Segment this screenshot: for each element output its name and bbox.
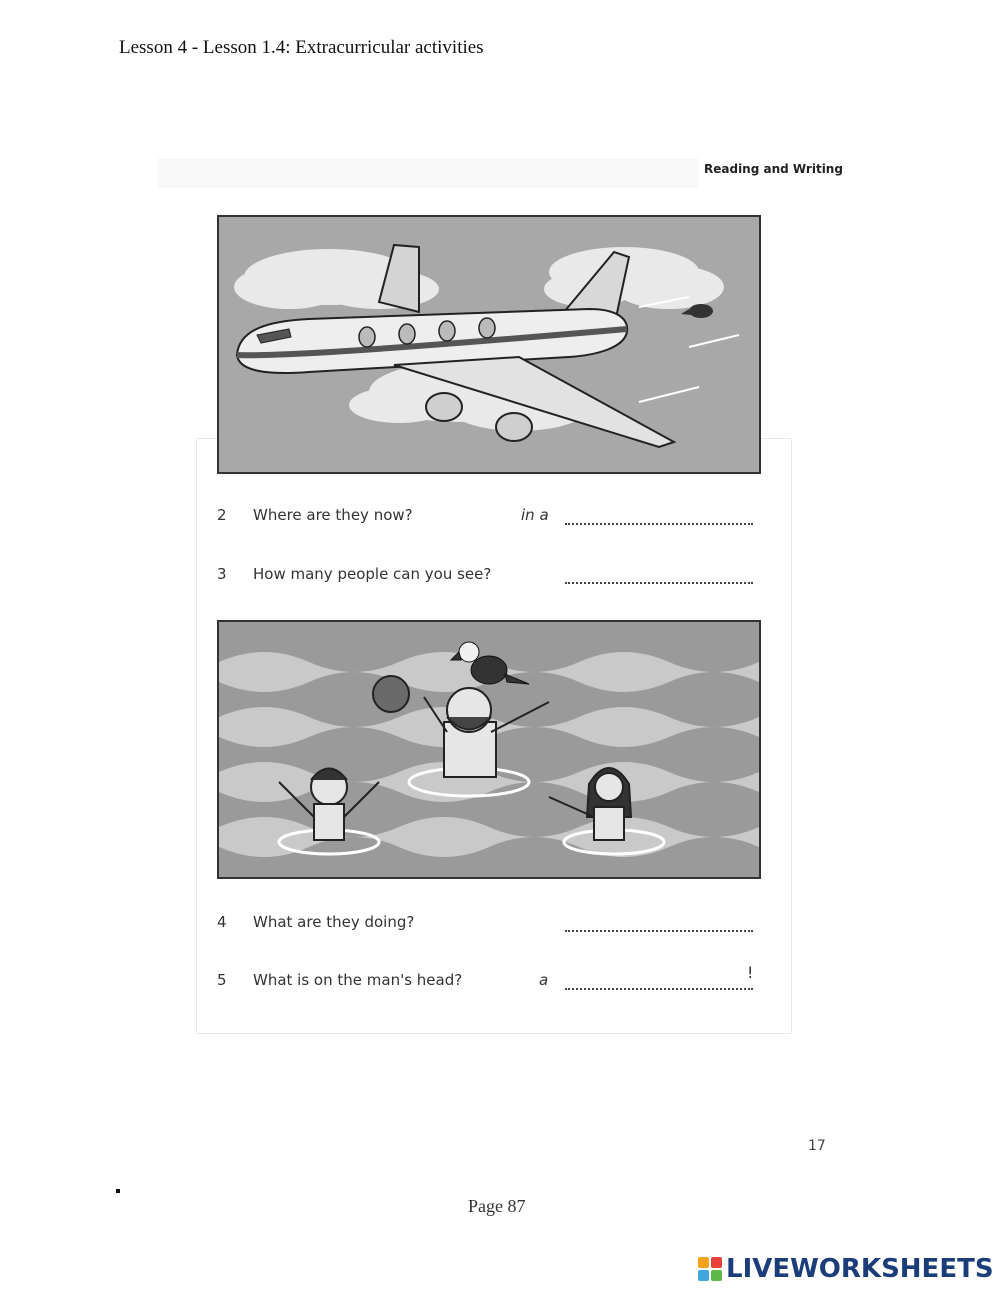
document-title: Lesson 4 - Lesson 1.4: Extracurricular activities (119, 37, 484, 58)
logo-square (711, 1257, 722, 1268)
airplane-illustration (219, 217, 759, 472)
answer-field[interactable] (565, 930, 753, 932)
question-5 (217, 963, 757, 1001)
book-page-number: 17 (808, 1138, 826, 1154)
question-number: 3 (217, 565, 227, 583)
answer-prefix: a (539, 971, 549, 989)
question-2 (217, 506, 757, 536)
question-4 (217, 913, 757, 943)
question-text: Where are they now? (253, 506, 413, 524)
ball-icon (373, 676, 409, 712)
answer-field[interactable] (565, 988, 753, 990)
airplane-picture (217, 215, 761, 474)
swimming-illustration (219, 622, 759, 877)
question-text: What are they doing? (253, 913, 415, 931)
answer-suffix: ! (747, 963, 754, 982)
bullet-mark (116, 1189, 120, 1193)
question-number: 5 (217, 971, 227, 989)
brand-name: LIVEWORKSHEETS (726, 1254, 994, 1284)
logo-square (711, 1270, 722, 1281)
scan-ghost-top (158, 158, 698, 188)
section-label: Reading and Writing (704, 162, 843, 176)
question-3 (217, 565, 757, 595)
page-footer: Page 87 (468, 1196, 526, 1216)
swimming-picture (217, 620, 761, 879)
answer-field[interactable] (565, 582, 753, 584)
logo-square (698, 1257, 709, 1268)
answer-prefix: in a (521, 506, 549, 524)
question-number: 2 (217, 506, 227, 524)
liveworksheets-brand[interactable] (698, 1254, 994, 1284)
question-text: How many people can you see? (253, 565, 492, 583)
answer-field[interactable] (565, 523, 753, 525)
question-number: 4 (217, 913, 227, 931)
logo-square (698, 1270, 709, 1281)
liveworksheets-logo-icon (698, 1257, 722, 1281)
question-text: What is on the man's head? (253, 971, 463, 989)
